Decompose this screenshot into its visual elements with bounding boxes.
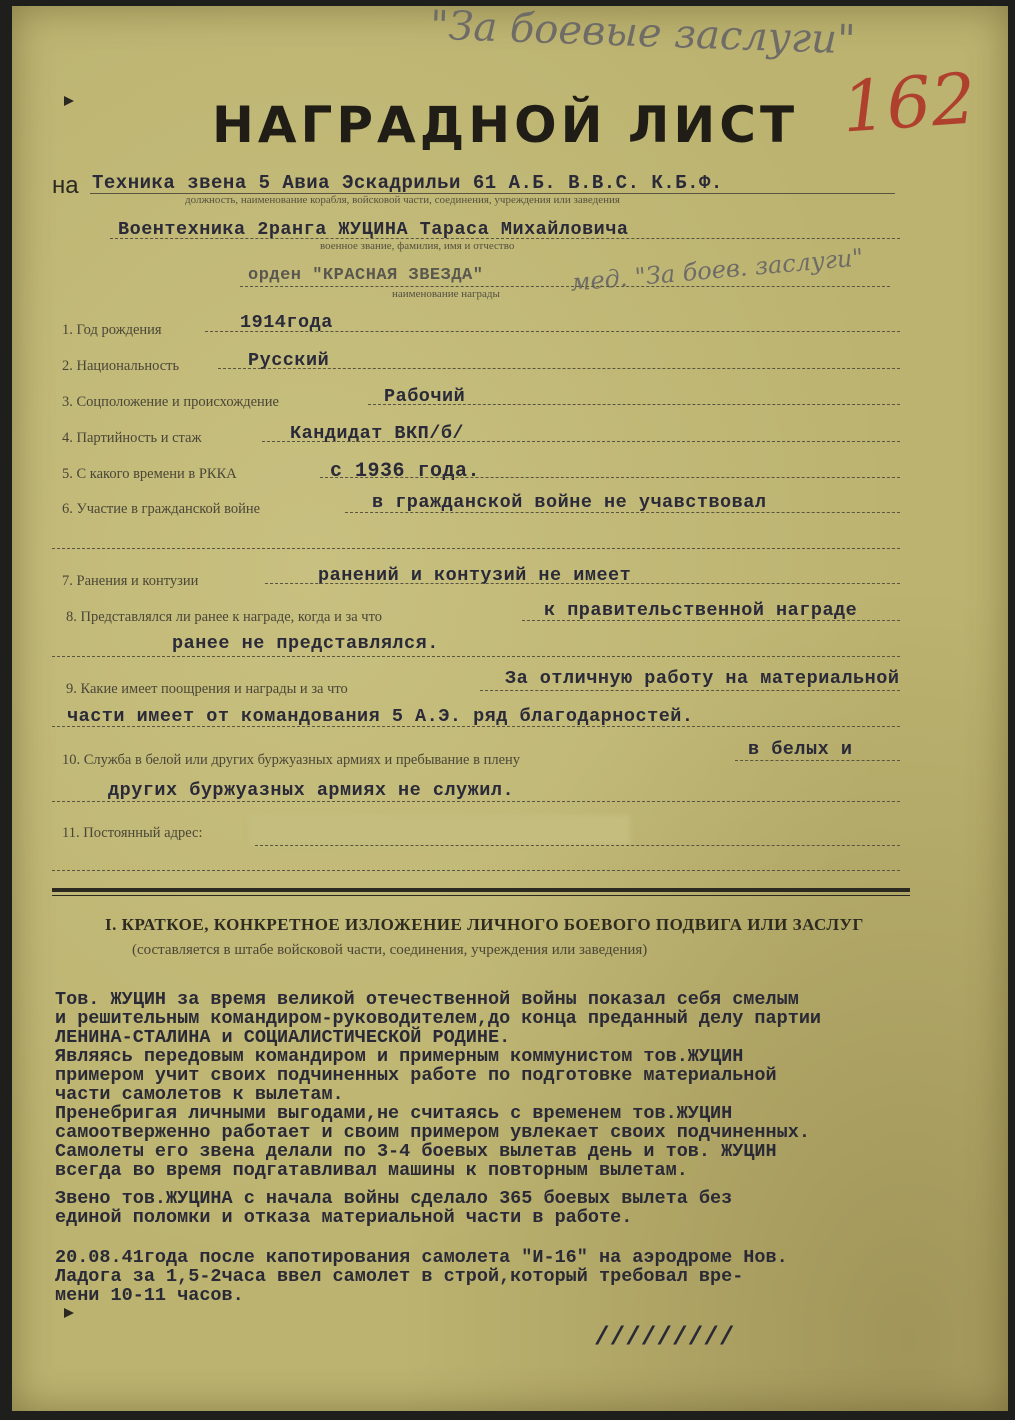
field-value: 1914года (240, 312, 333, 333)
field-label: Год рождения (76, 322, 162, 338)
award-caption: наименование награды (392, 288, 500, 300)
text-line: Являясь передовым командиром и примерным коммунистом тов.ЖУЦИН (55, 1046, 744, 1067)
field-num: 7. (62, 573, 73, 589)
section-heading: I. КРАТКОЕ, КОНКРЕТНОЕ ИЗЛОЖЕНИЕ ЛИЧНОГО БОЕВОГО ПОДВИГА ИЛИ ЗАСЛУГ (105, 915, 864, 934)
page-title: НАГРАДНОЙ ЛИСТ (212, 96, 799, 154)
text-line: примером учит своих подчиненных работе по подготовке материальной (55, 1065, 777, 1086)
field-num: 9. (66, 681, 77, 697)
field-label: Соцположение и происхождение (76, 394, 279, 410)
field-value: Рабочий (384, 386, 466, 407)
field-num: 3. (62, 394, 73, 410)
field-num: 2. (62, 358, 73, 374)
field-num: 4. (62, 430, 73, 446)
section-divider (52, 888, 910, 892)
award-handwritten: мед. "За боев. заслуги" (569, 243, 865, 297)
field-value: к правительственной награде (544, 600, 858, 621)
field-num: 6. (62, 501, 73, 517)
section-subheading: (составляется в штабе войсковой части, соединения, учреждения или заведения) (132, 942, 648, 958)
red-handwritten-number: 162 (839, 57, 979, 149)
text-line: Самолеты его звена делали по 3-4 боевых вылетав день и тов. ЖУЦИН (55, 1141, 777, 1162)
field-value: Кандидат ВКП/б/ (290, 423, 465, 444)
field-num: 8. (66, 609, 77, 625)
text-line: Ладога за 1,5-2часа ввел самолет в строй,который требовал вре- (55, 1266, 744, 1287)
field-value: в белых и (748, 739, 853, 760)
field-label: Служба в белой или других буржуазных армиях и пребывание в плену (83, 752, 521, 768)
text-line: 20.08.41года после капотирования самолета "И-16" на аэродроме Нов. (55, 1247, 788, 1268)
text-line: Тов. ЖУЦИН за время великой отечественной войны показал себя смелым (55, 989, 799, 1010)
field-value-continued: ранее не представлялся. (172, 633, 439, 654)
person-value: Воентехника 2ранга ЖУЦИНА Тараса Михайловича (118, 219, 629, 240)
person-caption: военное звание, фамилия, имя и отчество (320, 240, 515, 252)
text-line: единой поломки и отказа материальной части в работе. (55, 1207, 633, 1228)
field-label: Национальность (76, 358, 180, 374)
end-slashes: ///////// (594, 1322, 735, 1352)
text-line: самоотверженно работает и своим примером увлекает своих подчиненных. (55, 1122, 810, 1143)
unit-value: Техника звена 5 Авиа Эскадрильи 61 А.Б. В.В.С. К.Б.Ф. (92, 172, 723, 194)
margin-arrow-mark (64, 1308, 74, 1318)
field-value: ранений и контузий не имеет (318, 565, 632, 586)
field-value-continued: части имеет от командования 5 А.Э. ряд благодарностей. (67, 706, 694, 727)
field-value: Русский (248, 350, 330, 371)
field-value: в гражданской войне не учавствовал (372, 492, 767, 513)
text-line: Пренебригая личными выгодами,не считаясь с временем тов.ЖУЦИН (55, 1103, 733, 1124)
text-line: ЛЕНИНА-СТАЛИНА и СОЦИАЛИСТИЧЕСКОЙ РОДИНЕ. (55, 1027, 511, 1048)
field-label: Какие имеет поощрения и награды и за что (80, 681, 348, 697)
handwritten-award-note: "За боевые заслуги" (429, 2, 857, 64)
field-value: За отличную работу на материальной (505, 668, 900, 689)
na-label: на (52, 172, 79, 199)
field-label: Ранения и контузии (76, 573, 199, 589)
text-line: части самолетов к вылетам. (55, 1084, 344, 1105)
field-label: Партийность и стаж (76, 430, 202, 446)
field-num: 10. (62, 752, 81, 768)
field-label: Постоянный адрес: (83, 825, 203, 841)
section-divider-thin (52, 895, 910, 896)
text-line: мени 10-11 часов. (55, 1285, 244, 1306)
field-num: 5. (62, 466, 73, 482)
text-line: и решительным командиром-руководителем,до конца преданный делу партии (55, 1008, 822, 1029)
text-line: всегда во время подгатавливал машины к повторным вылетам. (55, 1160, 688, 1181)
unit-caption: должность, наименование корабля, войсковой части, соединения, учреждения или заведения (185, 194, 620, 206)
field-label: Участие в гражданской войне (76, 501, 261, 517)
field-label: С какого времени в РККА (76, 466, 237, 482)
text-line: Звено тов.ЖУЦИНА с начала войны сделало 365 боевых вылета без (55, 1188, 733, 1209)
award-value: орден "КРАСНАЯ ЗВЕЗДА" (248, 266, 484, 285)
field-num: 11. (62, 825, 80, 841)
field-num: 1. (62, 322, 73, 338)
margin-arrow-mark (64, 96, 74, 106)
field-value: с 1936 года. (330, 460, 481, 483)
field-value-continued: других буржуазных армиях не служил. (108, 780, 515, 801)
field-label: Представлялся ли ранее к награде, когда и за что (80, 609, 382, 625)
